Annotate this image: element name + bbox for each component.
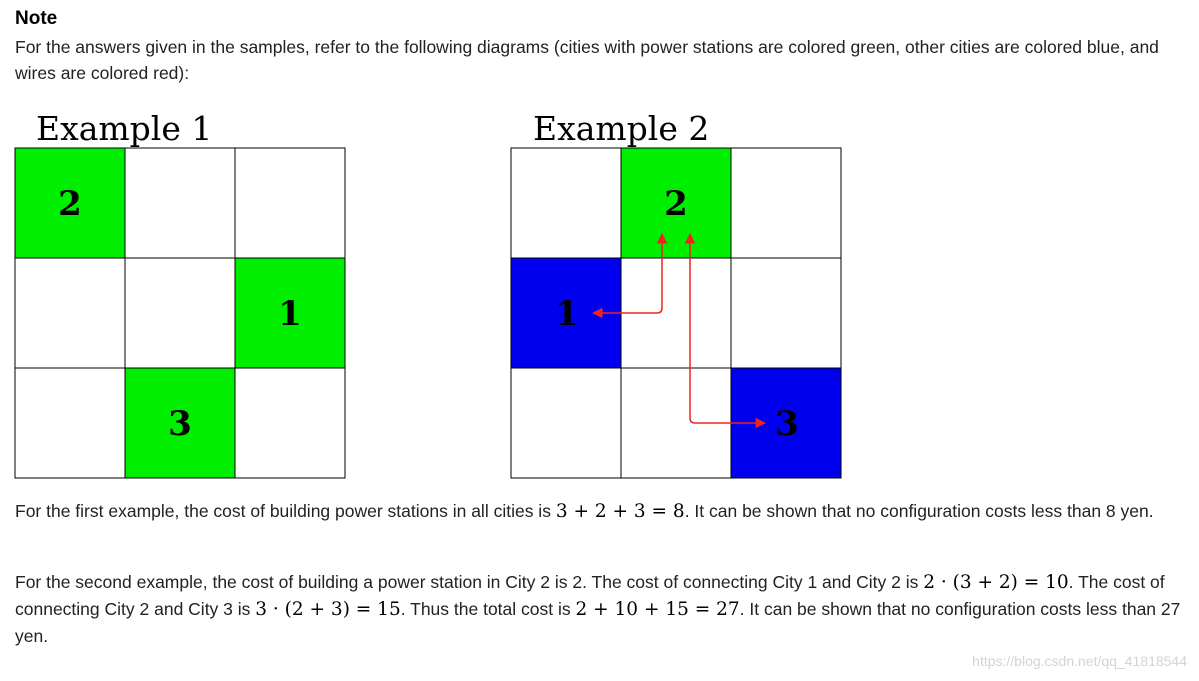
grid-cell [235, 368, 345, 478]
example-1-title: Example 1 [36, 109, 213, 148]
explanation-1-text-b: . It can be shown that no configuration costs less than 8 yen. [684, 501, 1154, 521]
explanation-2-formula-2: 3 · (2 + 3) = 15 [255, 599, 401, 620]
example-2-title: Example 2 [533, 109, 710, 148]
grid-cell [511, 148, 621, 258]
city-label-1: 1 [278, 294, 302, 334]
city-label-3: 3 [168, 404, 192, 444]
grid-cell [235, 148, 345, 258]
city-label-1: 1 [555, 294, 579, 334]
example-1-explanation [15, 498, 1187, 525]
example-1-grid [14, 147, 346, 478]
example-2-grid [510, 147, 842, 478]
grid-cell [731, 148, 841, 258]
grid-cell [15, 368, 125, 478]
city-label-3: 3 [775, 404, 799, 444]
explanation-2-text-a: For the second example, the cost of building a power station in City 2 is 2. The cost of connecting City 1 and City 2 is [15, 572, 924, 592]
explanation-2-text-c: . Thus the total cost is [400, 599, 576, 619]
explanation-2-text-d: . It can be shown that no configuration costs less than 27 yen. [15, 599, 1181, 646]
city-label-2: 2 [58, 184, 82, 224]
grid-cell [731, 258, 841, 368]
explanation-2-formula-1: 2 · (3 + 2) = 10 [923, 572, 1069, 593]
note-intro: For the answers given in the samples, refer to the following diagrams (cities with power stations are colored green, other cities are colored blue, and wires are colored red): [15, 37, 1159, 83]
explanation-2-formula-3: 2 + 10 + 15 = 27 [575, 599, 740, 620]
note-heading: Note [15, 8, 58, 29]
watermark: https://blog.csdn.net/qq_41818544 [972, 653, 1187, 669]
grid-cell [511, 368, 621, 478]
city-label-2: 2 [664, 184, 688, 224]
grid-cell [125, 148, 235, 258]
explanation-2-text-b: . The cost of connecting City 2 and City 3 is [15, 572, 1165, 619]
explanation-1-text-a: For the first example, the cost of building power stations in all cities is [15, 501, 556, 521]
grid-cell [125, 258, 235, 368]
grid-cell [15, 258, 125, 368]
example-2-explanation [15, 569, 1187, 649]
explanation-1-formula: 3 + 2 + 3 = 8 [555, 501, 685, 522]
